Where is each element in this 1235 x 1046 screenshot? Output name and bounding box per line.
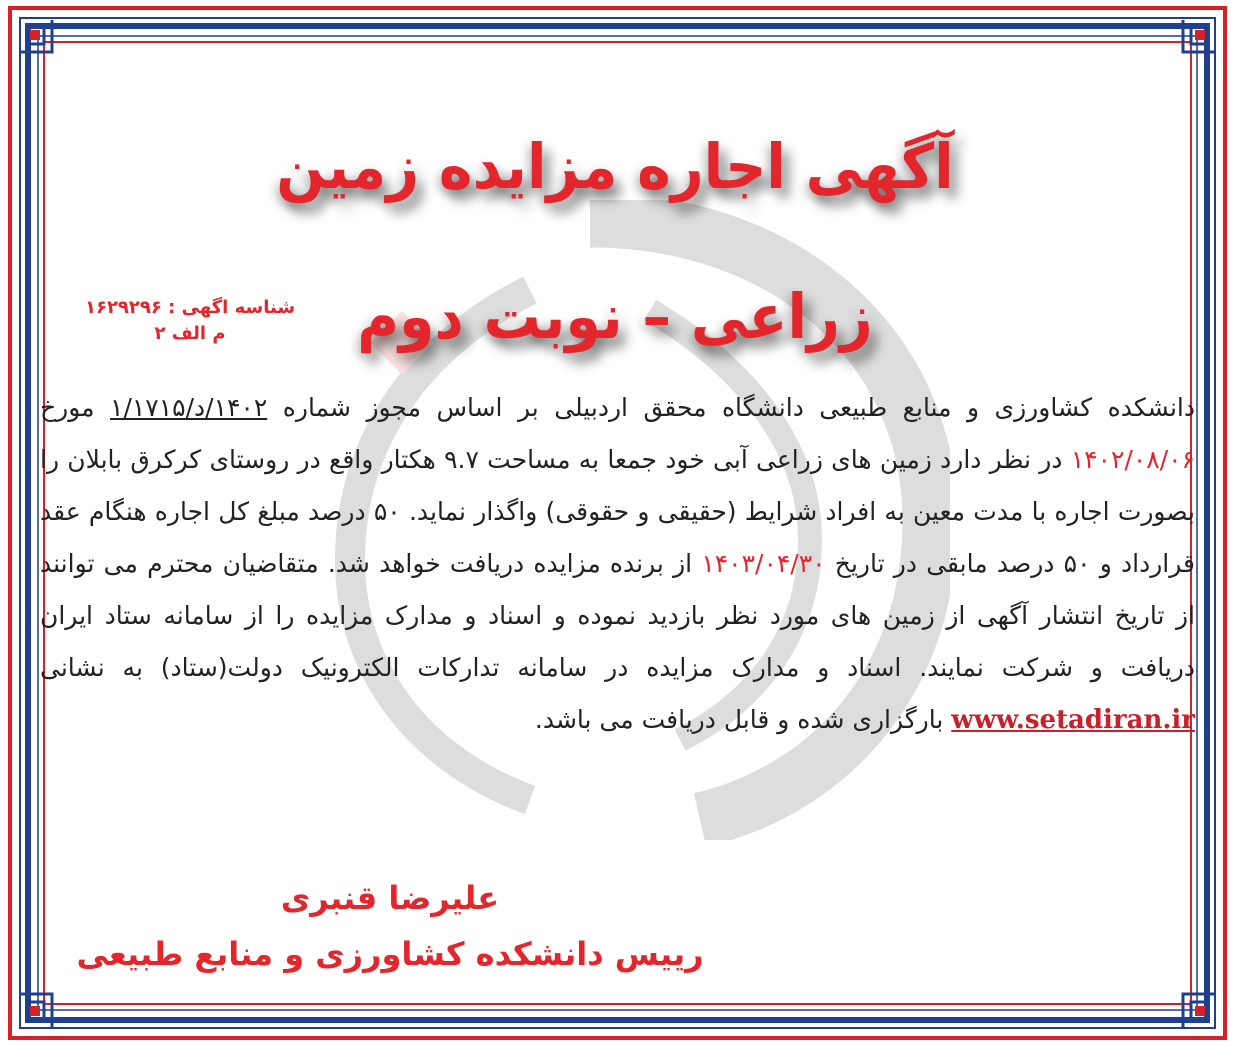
ad-id-number: شناسه اگهی : ۱۶۲۹۲۹۶: [84, 297, 296, 318]
body-text-4: از برنده مزایده دریافت خواهد شد. متقاضیان محترم می توانند از تاریخ انتشار آگهی از زمین های مورد نظر بازدید نموده و اسناد و مدارک مزایده را از سامانه ستاد ایران دریافت و شرکت نمایند. اسناد و مدارک مزایده در سامانه تدارکات الکترونیک دولت(ستاد) به نشانی: [40, 549, 1195, 682]
body-text-1: دانشکده کشاورزی و منابع طبیعی دانشگاه محقق اردبیلی بر اساس مجوز شماره: [267, 393, 1196, 422]
website-link[interactable]: www.setadiran.ir: [951, 705, 1195, 735]
permit-number: ۱۴۰۲/د/۱/۱۷۱۵: [110, 393, 268, 422]
notice-body: [40, 382, 1195, 746]
permit-date: ۱۴۰۲/۰۸/۰۶: [1070, 445, 1195, 474]
notice-title: آگهی اجاره مزایده زمین زراعی – نوبت دوم: [276, 130, 954, 353]
body-text-2: مورخ: [40, 393, 111, 422]
ad-identifier: [60, 295, 320, 347]
body-text-5: بارگزاری شده و قابل دریافت می باشد.: [534, 705, 952, 734]
body-text-3: در نظر دارد زمین های زراعی آبی خود جمعا به مساحت ۹.۷ هکتار واقع در روستای کرکرق بابلان را بصورت اجاره با مدت معین به افراد شرایط (حقیقی و حقوقی) واگذار نماید. ۵۰ درصد مبلغ کل اجاره هنگام عقد قرارداد و ۵۰ درصد مابقی در تاریخ: [40, 445, 1195, 578]
signatory-title: رییس دانشکده کشاورزی و منابع طبیعی: [76, 935, 704, 973]
payment-date: ۱۴۰۳/۰۴/۳۰: [701, 549, 826, 578]
signature-block: [70, 870, 710, 982]
ad-id-code: م الف ۲: [154, 323, 226, 344]
signatory-name: علیرضا قنبری: [280, 879, 500, 917]
